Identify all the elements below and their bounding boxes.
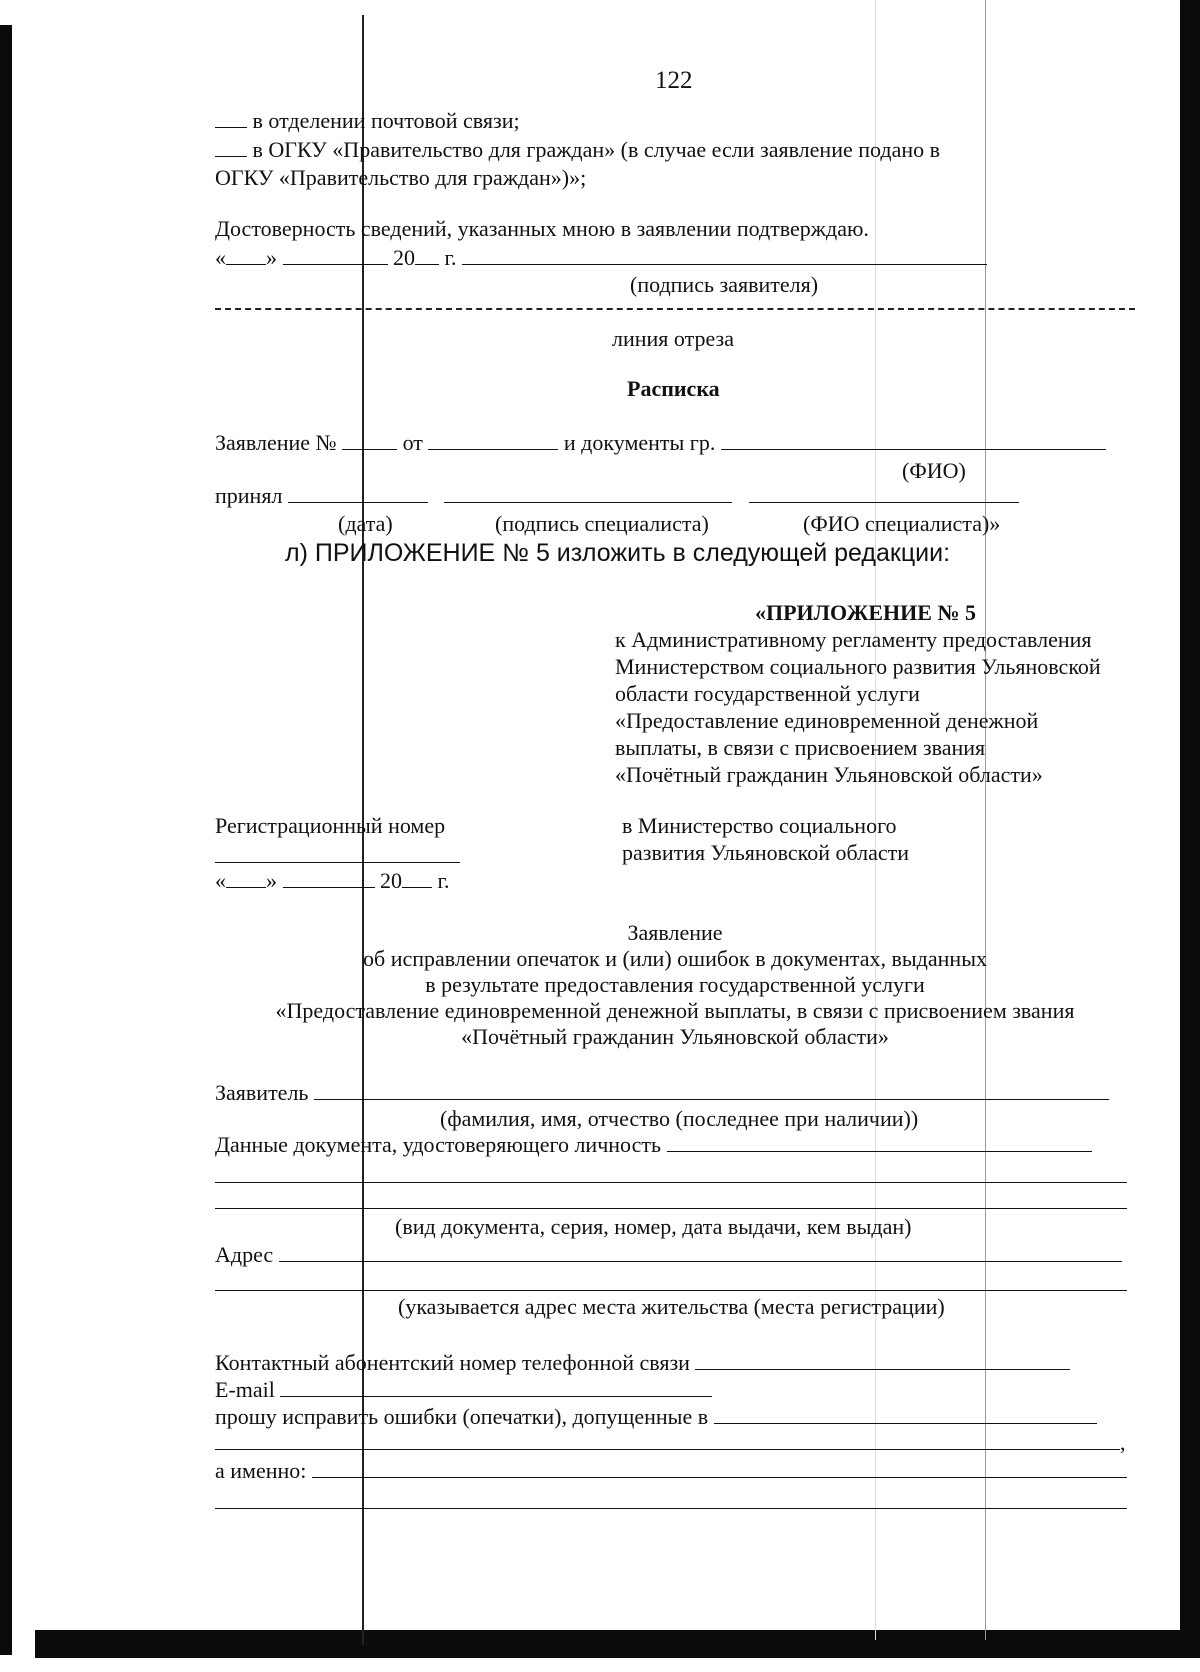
confirmation-date: « » 20 г. — [215, 245, 987, 271]
delivery-ogku-line-cont: ОГКУ «Правительство для граждан»)»; — [215, 165, 587, 190]
application-subtitle-line: «Почётный гражданин Ульяновской области» — [461, 1024, 889, 1049]
address-row: Адрес — [215, 1242, 1122, 1268]
scan-edge-left — [0, 25, 12, 1655]
date-caption: (дата) — [338, 511, 393, 536]
confirmation-text: Достоверность сведений, указанных мною в заявлении подтверждаю. — [215, 216, 869, 241]
namely-row: а именно: — [215, 1458, 1127, 1484]
appendix-line: «Предоставление единовременной денежной — [615, 708, 1039, 733]
appendix-title: «ПРИЛОЖЕНИЕ № 5 — [755, 600, 977, 625]
appendix-line: «Почётный гражданин Ульяновской области» — [615, 762, 1043, 787]
page-number: 122 — [655, 67, 693, 94]
addressee-line: развития Ульяновской области — [622, 840, 910, 865]
appendix-line: области государственной услуги — [615, 681, 920, 706]
registration-date: « » 20 г. — [215, 868, 450, 893]
applicant-row: Заявитель — [215, 1080, 1109, 1106]
specialist-sign-caption: (подпись специалиста) — [495, 511, 709, 536]
namely-line — [215, 1508, 1127, 1509]
addressee-line: в Министерство социального — [622, 813, 897, 838]
email-row: E-mail — [215, 1377, 712, 1403]
delivery-post-line: в отделении почтовой связи; — [215, 108, 520, 134]
applicant-caption: (фамилия, имя, отчество (последнее при наличии)) — [440, 1106, 919, 1131]
registration-label: Регистрационный номер — [215, 813, 446, 838]
receipt-application-line: Заявление № от и документы гр. — [215, 430, 1106, 456]
receipt-accepted-line: принял — [215, 483, 1019, 509]
address-line — [215, 1290, 1127, 1291]
cut-line-label: линия отреза — [612, 326, 734, 351]
amendment-heading: л) ПРИЛОЖЕНИЕ № 5 изложить в следующей редакции: — [285, 539, 951, 567]
fio-caption: (ФИО) — [902, 458, 966, 483]
signature-caption: (подпись заявителя) — [630, 272, 819, 297]
phone-row: Контактный абонентский номер телефонной связи — [215, 1350, 1070, 1376]
specialist-fio-caption: (ФИО специалиста)» — [803, 511, 1001, 536]
address-caption: (указывается адрес места жительства (места регистрации) — [398, 1294, 945, 1319]
correction-row: прошу исправить ошибки (опечатки), допущенные в — [215, 1404, 1097, 1430]
scan-edge-bottom — [35, 1630, 1200, 1658]
appendix-line: Министерством социального развития Ульяновской — [615, 654, 1101, 679]
receipt-title: Расписка — [627, 376, 720, 401]
id-document-line — [215, 1182, 1127, 1183]
application-subtitle-line: об исправлении опечаток и (или) ошибок в документах, выданных — [363, 946, 987, 971]
cut-line — [215, 308, 1135, 310]
registration-number-line — [215, 862, 460, 863]
correction-continuation: , — [215, 1430, 1126, 1456]
id-document-line — [215, 1208, 1127, 1209]
application-subtitle-line: «Предоставление единовременной денежной выплаты, в связи с присвоением звания — [275, 998, 1075, 1023]
appendix-line: к Административному регламенту предоставления — [615, 627, 1092, 652]
id-document-caption: (вид документа, серия, номер, дата выдачи, кем выдан) — [395, 1214, 912, 1239]
application-title: Заявление — [627, 920, 723, 945]
appendix-line: выплаты, в связи с присвоением звания — [615, 735, 986, 760]
application-subtitle-line: в результате предоставления государственной услуги — [425, 972, 925, 997]
delivery-ogku-line: в ОГКУ «Правительство для граждан» (в случае если заявление подано в — [215, 137, 940, 163]
scan-edge-right — [1180, 0, 1200, 1648]
id-document-row: Данные документа, удостоверяющего личность — [215, 1132, 1092, 1158]
